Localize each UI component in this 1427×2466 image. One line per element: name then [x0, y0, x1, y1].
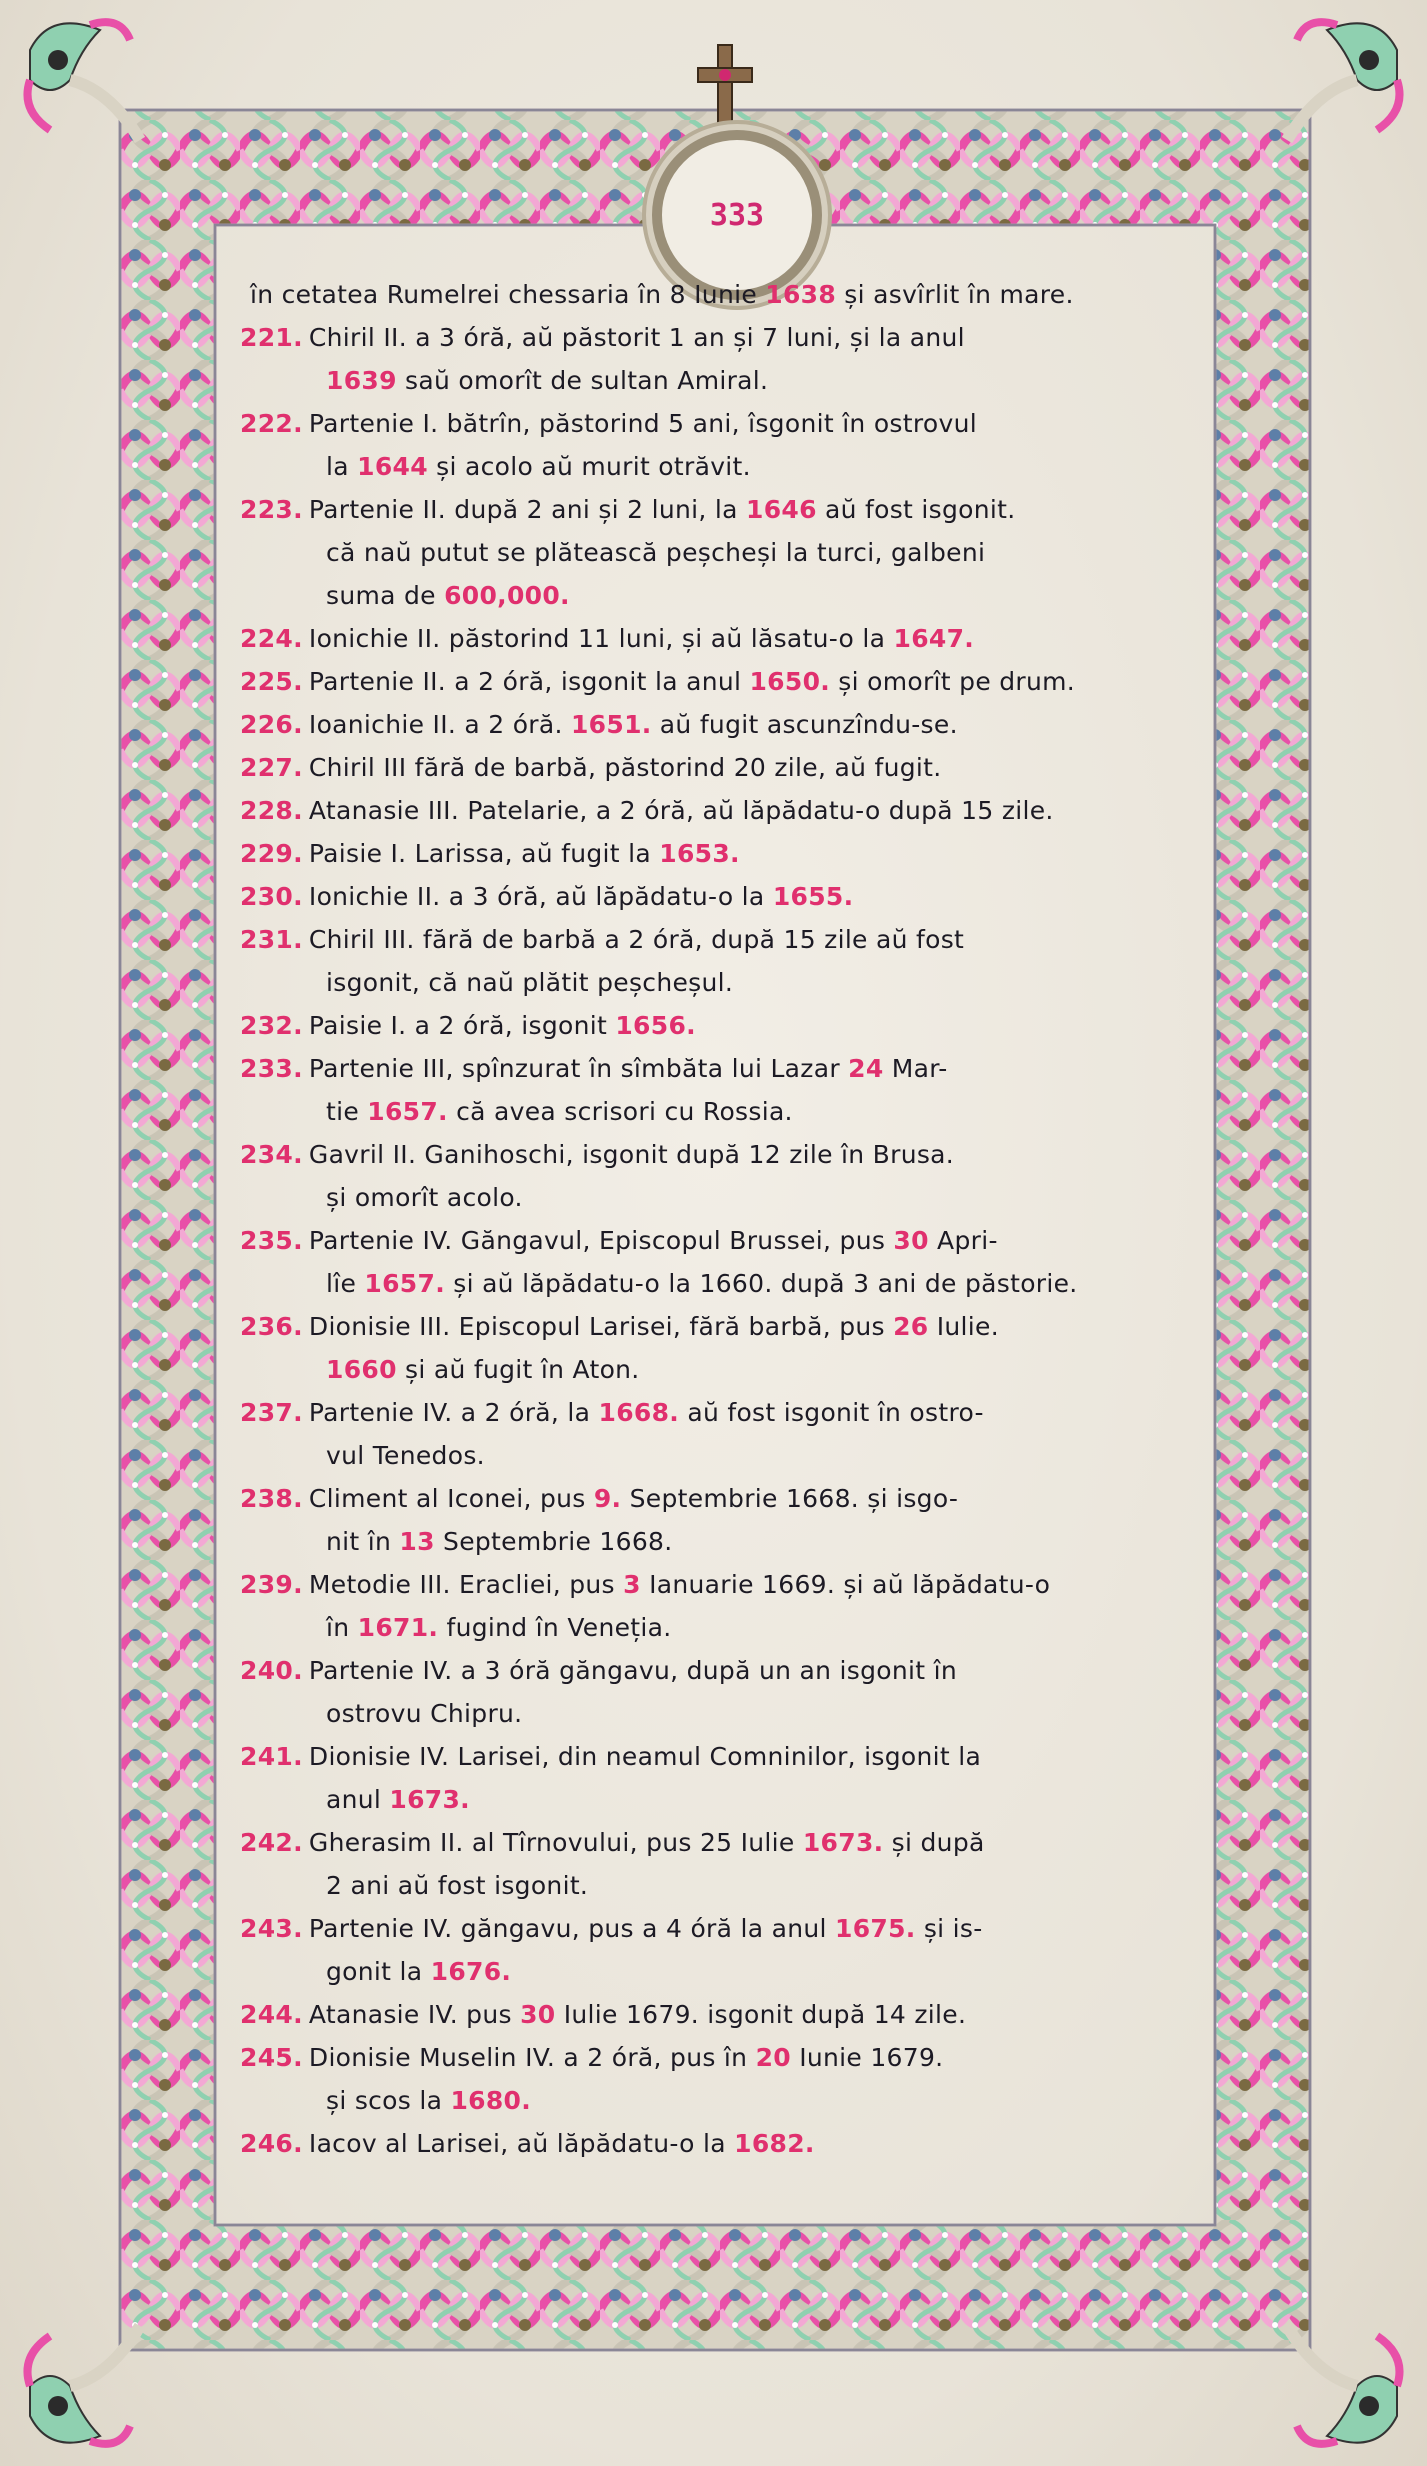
- entry-date: 1639: [326, 366, 397, 395]
- entry-number: 241.: [240, 1742, 303, 1771]
- entry-line: [326, 1183, 523, 1229]
- entry-text: lîe: [326, 1269, 365, 1298]
- entry-text: Dionisie Muselin IV. a 2 óră, pus în: [308, 2043, 756, 2072]
- entry-line: [240, 2129, 815, 2175]
- entry-text: Atanasie III. Patelarie, a 2 óră, aŭ lăpădatu-o după 15 zile.: [308, 796, 1054, 825]
- entry-number: 245.: [240, 2043, 303, 2072]
- entry-number: 244.: [240, 2000, 303, 2029]
- entry-date: 1668.: [598, 1398, 680, 1427]
- entry-number: 227.: [240, 753, 303, 782]
- entry-text: Partenie III, spînzurat în sîmbăta lui Lazar: [308, 1054, 849, 1083]
- entry-text: aŭ fugit ascunzîndu-se.: [651, 710, 958, 739]
- entry-line: [240, 839, 740, 885]
- entry-number: 223.: [240, 495, 303, 524]
- entry-text: și aŭ fugit în Aton.: [396, 1355, 640, 1384]
- entry-line: [326, 581, 570, 627]
- entry-line: [326, 1441, 485, 1487]
- entry-text: ostrovu Chipru.: [326, 1699, 523, 1728]
- entry-text: Chiril III fără de barbă, păstorind 20 zile, aŭ fugit.: [308, 753, 942, 782]
- entry-text: și scos la: [326, 2086, 451, 2115]
- entry-line: [326, 1269, 1078, 1315]
- entry-date: 1682.: [734, 2129, 815, 2158]
- entry-text: că avea scrisori cu Rossia.: [447, 1097, 793, 1126]
- corner-beast-icon: [10, 2306, 160, 2456]
- entry-date: 1651.: [570, 710, 652, 739]
- entry-line: [240, 753, 942, 799]
- entry-text: aŭ fost isgonit în ostro-: [679, 1398, 984, 1427]
- entry-number: 232.: [240, 1011, 303, 1040]
- entry-text: isgonit, că naŭ plătit peșcheșul.: [326, 968, 734, 997]
- entry-line: [240, 1914, 983, 1960]
- entry-line: [326, 1613, 672, 1659]
- entry-text: Iulie.: [928, 1312, 999, 1341]
- entry-text: Partenie IV. găngavu, pus a 4 óră la anul: [308, 1914, 836, 1943]
- entry-line: [240, 323, 965, 369]
- entry-line: [240, 495, 1016, 541]
- entry-text: Partenie II. după 2 ani și 2 luni, la: [308, 495, 746, 524]
- entry-text: și omorît acolo.: [326, 1183, 523, 1212]
- entry-text: Mar-: [883, 1054, 948, 1083]
- entry-text: Partenie I. bătrîn, păstorind 5 ani, îsgonit în ostrovul: [308, 409, 977, 438]
- entry-date: 1675.: [835, 1914, 916, 1943]
- entry-line: [240, 882, 853, 928]
- corner-beast-icon: [1267, 10, 1417, 160]
- entry-line: [326, 1957, 511, 2003]
- entry-line: [240, 667, 1075, 713]
- entry-text: Atanasie IV. pus: [308, 2000, 521, 2029]
- entry-text: aŭ fost isgonit.: [816, 495, 1016, 524]
- entry-line: [240, 1226, 998, 1272]
- entry-text: Climent al Iconei, pus: [308, 1484, 594, 1513]
- entry-line: [240, 1398, 984, 1444]
- page-number: 333: [709, 197, 765, 233]
- entry-text: Chiril II. a 3 óră, aŭ păstorit 1 an și 7 luni, și la anul: [308, 323, 965, 352]
- entry-date: 9.: [593, 1484, 622, 1513]
- entry-line: [250, 280, 1074, 326]
- entry-date: 30: [520, 2000, 556, 2029]
- entry-text: gonit la: [326, 1957, 431, 1986]
- page-number-medallion: [652, 130, 822, 300]
- entry-text: și omorît pe drum.: [830, 667, 1076, 696]
- entry-text: suma de: [326, 581, 445, 610]
- entry-text: tie: [326, 1097, 368, 1126]
- entry-number: 231.: [240, 925, 303, 954]
- entry-number: 235.: [240, 1226, 303, 1255]
- entry-line: [240, 1140, 954, 1186]
- entry-date: 1656.: [615, 1011, 696, 1040]
- entry-date: 1660: [326, 1355, 397, 1384]
- entry-number: 224.: [240, 624, 303, 653]
- entry-date: 1680.: [450, 2086, 532, 2115]
- entry-number: 222.: [240, 409, 303, 438]
- entry-text: Paisie I. Larissa, aŭ fugit la: [308, 839, 660, 868]
- entry-text: și aŭ lăpădatu-o la 1660. după 3 ani de păstorie.: [445, 1269, 1078, 1298]
- entry-line: [240, 2000, 966, 2046]
- entry-line: [240, 409, 977, 455]
- entry-text: Partenie IV. Găngavul, Episcopul Brussei, pus: [308, 1226, 894, 1255]
- entry-text: Ianuarie 1669. și aŭ lăpădatu-o: [640, 1570, 1051, 1599]
- entry-text: și după: [883, 1828, 985, 1857]
- entry-number: 226.: [240, 710, 303, 739]
- cross-ornament-icon: [690, 40, 760, 140]
- entry-text: Iulie 1679. isgonit după 14 zile.: [555, 2000, 967, 2029]
- entry-text: Septembrie 1668. și isgo-: [621, 1484, 959, 1513]
- entry-date: 30: [893, 1226, 929, 1255]
- entry-text: și acolo aŭ murit otrăvit.: [427, 452, 751, 481]
- entry-line: [326, 968, 733, 1014]
- entry-date: 1647.: [893, 624, 975, 653]
- entry-text: că naŭ putut se plătească peșcheși la turci, galbeni: [326, 538, 986, 567]
- entry-date: 3: [623, 1570, 641, 1599]
- corner-beast-icon: [10, 10, 160, 160]
- entry-date: 1673.: [389, 1785, 470, 1814]
- entry-number: 230.: [240, 882, 303, 911]
- entry-text: Ionichie II. păstorind 11 luni, și aŭ lăsatu-o la: [308, 624, 894, 653]
- entry-text: în: [326, 1613, 358, 1642]
- entry-text: anul: [326, 1785, 390, 1814]
- entry-text: Ionichie II. a 3 óră, aŭ lăpădatu-o la: [308, 882, 773, 911]
- entry-line: [240, 1742, 981, 1788]
- entry-text: Dionisie IV. Larisei, din neamul Comninilor, isgonit la: [308, 1742, 982, 1771]
- entry-line: [326, 452, 751, 498]
- entry-text: nit în: [326, 1527, 400, 1556]
- entry-number: 239.: [240, 1570, 303, 1599]
- entry-line: [240, 710, 958, 756]
- entry-line: [240, 624, 974, 670]
- entry-text: Septembrie 1668.: [434, 1527, 673, 1556]
- entry-text: și is-: [915, 1914, 983, 1943]
- entry-text: Partenie IV. a 2 óră, la: [308, 1398, 599, 1427]
- entry-text: în cetatea Rumelrei chessaria în 8 Iunie: [250, 280, 766, 309]
- entry-text: Gherasim II. al Tîrnovului, pus 25 Iulie: [308, 1828, 803, 1857]
- entry-text: Gavril II. Ganihoschi, isgonit după 12 zile în Brusa.: [308, 1140, 955, 1169]
- entry-line: [240, 2043, 943, 2089]
- entry-text: Partenie IV. a 3 óră găngavu, după un an isgonit în: [308, 1656, 957, 1685]
- entry-date: 1676.: [430, 1957, 512, 1986]
- entry-line: [326, 538, 985, 584]
- entry-line: [240, 1312, 999, 1358]
- entry-number: 236.: [240, 1312, 303, 1341]
- entry-number: 240.: [240, 1656, 303, 1685]
- entry-date: 24: [848, 1054, 884, 1083]
- entry-text: fugind în Veneția.: [438, 1613, 672, 1642]
- entry-date: 20: [755, 2043, 791, 2072]
- entry-line: [240, 1054, 948, 1100]
- entry-text: Metodie III. Eracliei, pus: [308, 1570, 624, 1599]
- text-block: [240, 280, 1140, 2200]
- entry-number: 234.: [240, 1140, 303, 1169]
- entry-date: 1646: [746, 495, 817, 524]
- entry-line: [240, 1011, 696, 1057]
- entry-text: Dionisie III. Episcopul Larisei, fără barbă, pus: [308, 1312, 894, 1341]
- entry-line: [326, 366, 768, 412]
- entry-date: 13: [399, 1527, 435, 1556]
- entry-date: 1657.: [364, 1269, 445, 1298]
- entry-text: Apri-: [928, 1226, 998, 1255]
- entry-date: 600,000.: [444, 581, 570, 610]
- entry-number: 242.: [240, 1828, 303, 1857]
- entry-date: 1673.: [802, 1828, 884, 1857]
- entry-number: 243.: [240, 1914, 303, 1943]
- entry-date: 1671.: [357, 1613, 439, 1642]
- entry-line: [326, 1699, 522, 1745]
- entry-number: 233.: [240, 1054, 303, 1083]
- entry-text: 2 ani aŭ fost isgonit.: [326, 1871, 589, 1900]
- entry-line: [326, 1871, 588, 1917]
- entry-number: 238.: [240, 1484, 303, 1513]
- entry-text: Iacov al Larisei, aŭ lăpădatu-o la: [308, 2129, 735, 2158]
- entry-line: [240, 796, 1054, 842]
- entry-line: [326, 1527, 672, 1573]
- entry-text: saŭ omorît de sultan Amiral.: [396, 366, 769, 395]
- entry-text: și asvîrlit în mare.: [836, 280, 1074, 309]
- entry-text: la: [326, 452, 358, 481]
- entry-date: 1655.: [772, 882, 854, 911]
- entry-text: Paisie I. a 2 óră, isgonit: [308, 1011, 616, 1040]
- entry-text: vul Tenedos.: [326, 1441, 485, 1470]
- entry-date: 1657.: [367, 1097, 448, 1126]
- entry-date: 1638: [765, 280, 837, 309]
- entry-number: 237.: [240, 1398, 303, 1427]
- entry-text: Ioanichie II. a 2 óră.: [308, 710, 571, 739]
- entry-number: 221.: [240, 323, 303, 352]
- entry-date: 26: [893, 1312, 929, 1341]
- entry-date: 1653.: [659, 839, 740, 868]
- entry-line: [240, 1828, 985, 1874]
- entry-line: [326, 1355, 640, 1401]
- entry-number: 229.: [240, 839, 303, 868]
- entry-text: Iunie 1679.: [790, 2043, 944, 2072]
- entry-line: [240, 925, 964, 971]
- entry-number: 225.: [240, 667, 303, 696]
- entry-text: Chiril III. fără de barbă a 2 óră, după 15 zile aŭ fost: [308, 925, 965, 954]
- entry-text: Partenie II. a 2 óră, isgonit la anul: [308, 667, 750, 696]
- entry-date: 1650.: [749, 667, 831, 696]
- entry-number: 228.: [240, 796, 303, 825]
- entry-number: 246.: [240, 2129, 303, 2158]
- entry-line: [240, 1484, 958, 1530]
- entry-date: 1644: [357, 452, 428, 481]
- entry-line: [326, 1785, 470, 1831]
- entry-line: [326, 2086, 531, 2132]
- corner-beast-icon: [1267, 2306, 1417, 2456]
- entry-line: [240, 1570, 1050, 1616]
- entry-line: [326, 1097, 793, 1143]
- entry-line: [240, 1656, 957, 1702]
